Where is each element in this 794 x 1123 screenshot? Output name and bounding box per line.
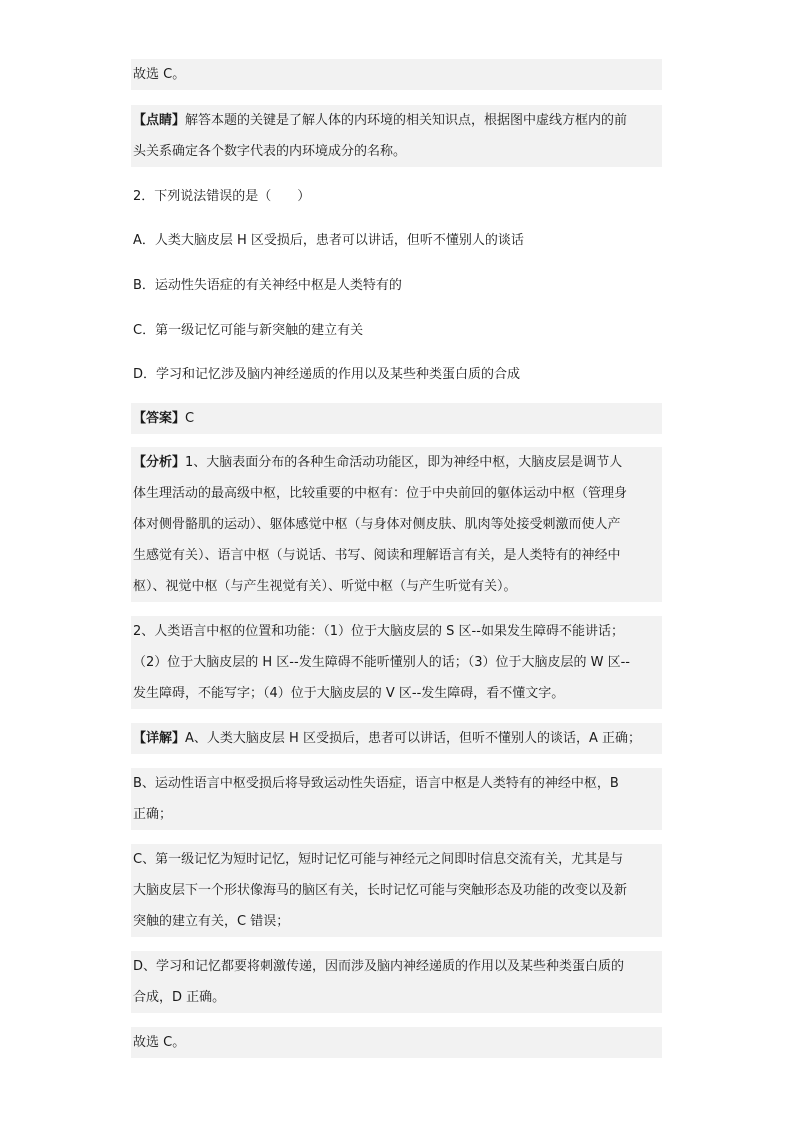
option-c: C．第一级记忆可能与新突触的建立有关 [133,323,364,338]
analysis-paragraph-2: 2、人类语言中枢的位置和功能：（1）位于大脑皮层的 S 区--如果发生障碍不能讲话； （2）位于大脑皮层的 H 区--发生障碍不能听懂别人的话；（3）位于大脑皮层的 W 区-- 发生障碍，不能写字；（4）位于大脑皮层的 V 区--发生障碍，看不懂文字。 [131,616,662,709]
answer-value: C [185,411,195,426]
answer-label: 【答案】 [133,411,186,426]
answer-block [131,403,662,434]
question-stem: 2．下列说法错误的是（ ） [133,189,311,204]
prev-conclusion: 故选 C。 [133,67,186,82]
analysis-paragraph-1: 【分析】1、大脑表面分布的各种生命活动功能区，即为神经中枢，大脑皮层是调节人 体生理活动的最高级中枢，比较重要的中枢有：位于中央前回的躯体运动中枢（管理身 体对侧骨骼肌的运动）、躯体感觉中枢（与身体对侧皮肤、肌肉等处接受刺激而使人产 生感觉有关）、语言中枢（与说话、书写、阅读和理解语言有关，是人类特有的神经中 枢）、视觉中枢（与产生视觉有关）、听觉中枢（与产生听觉有关）。 [131,447,662,602]
prev-tip-line-2: 头关系确定各个数字代表的内环境成分的名称。 [133,144,407,159]
tip-label: 【点睛】 [133,113,186,128]
prev-tip-line-1: 【点睛】解答本题的关键是了解人体的内环境的相关知识点，根据图中虚线方框内的前 [133,113,628,128]
detail-label: 【详解】 [133,731,186,746]
analysis-label: 【分析】 [133,455,186,470]
detail-c: C、第一级记忆为短时记忆，短时记忆可能与神经元之间即时信息交流有关，尤其是与 大脑皮层下一个形状像海马的脑区有关，长时记忆可能与突触形态及功能的改变以及新 突触的建立有关，C 错误； [131,844,662,937]
prev-conclusion-block [131,59,662,90]
detail-d: D、学习和记忆都要将刺激传递，因而涉及脑内神经递质的作用以及某些种类蛋白质的 合成，D 正确。 [131,951,662,1013]
conclusion: 故选 C。 [131,1027,662,1058]
option-a: A．人类大脑皮层 H 区受损后，患者可以讲话，但听不懂别人的谈话 [133,233,524,248]
option-b: B．运动性失语症的有关神经中枢是人类特有的 [133,278,402,293]
option-d: D．学习和记忆涉及脑内神经递质的作用以及某些种类蛋白质的合成 [133,367,521,382]
detail-b: B、运动性语言中枢受损后将导致运动性失语症，语言中枢是人类特有的神经中枢，B 正确； [131,768,662,830]
detail-a: 【详解】A、人类大脑皮层 H 区受损后，患者可以讲话，但听不懂别人的谈话，A 正确； [131,723,662,754]
prev-tip-block [131,105,662,167]
